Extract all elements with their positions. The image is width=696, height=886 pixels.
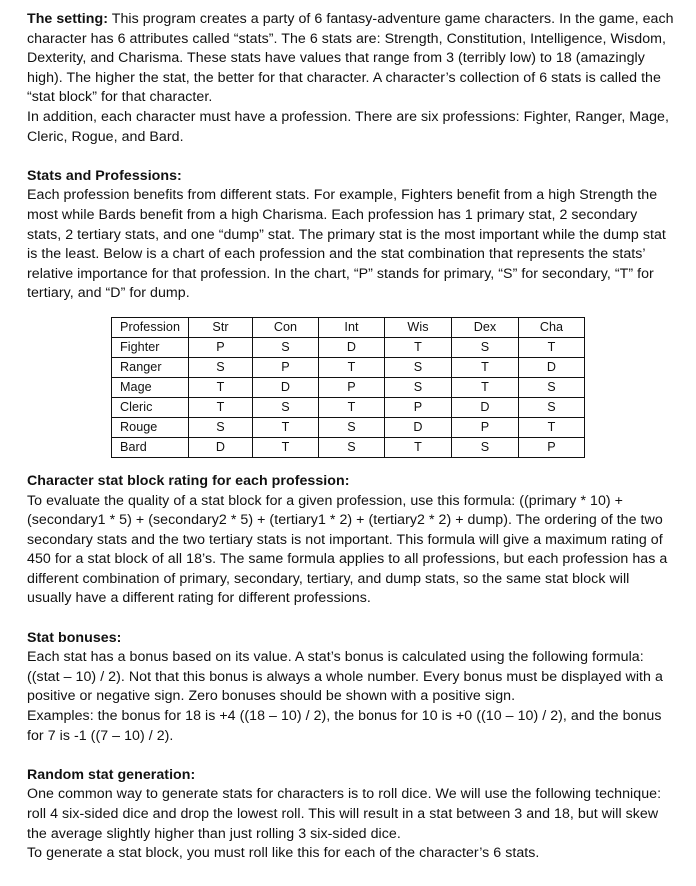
table-cell: T [319, 397, 385, 417]
random-paragraph: One common way to generate stats for characters is to roll dice. We will use the following technique: roll 4 six-sided dice and drop the lowest roll. This will result in a stat between 3 and 18, but will skew the average slightly higher than just rolling 3 six-sided dice. [27, 786, 662, 842]
table-cell: D [253, 377, 319, 397]
spacer [27, 746, 675, 766]
table-cell: S [385, 357, 452, 377]
bonuses-paragraph: Each stat has a bonus based on its value. A stat’s bonus is calculated using the following formula: ((stat – 10) / 2). Not that this bonus is always a whole number. Every bonus must be displayed with a positive or negative sign. Zero bonuses should be shown with a positive sign. [27, 649, 663, 705]
table-cell: P [253, 357, 319, 377]
spacer [27, 609, 675, 629]
random-last-line: To generate a stat block, you must roll like this for each of the character’s 6 stats. [27, 845, 540, 862]
profession-stat-table [111, 317, 585, 458]
table-cell: S [189, 417, 253, 437]
table-cell: S [519, 397, 585, 417]
table-cell: T [519, 417, 585, 437]
table-cell-profession: Rouge [112, 417, 189, 437]
table-cell: D [385, 417, 452, 437]
table-cell: T [189, 377, 253, 397]
table-cell-profession: Ranger [112, 357, 189, 377]
table-cell: T [253, 437, 319, 457]
profession-table-container [111, 317, 675, 458]
column-header-cha: Cha [519, 317, 585, 337]
table-cell: D [319, 337, 385, 357]
column-header-str: Str [189, 317, 253, 337]
setting-text: This program creates a party of 6 fantasy-adventure game characters. In the game, each character has 6 attributes called “stats”. The 6 stats are: Strength, Constitution, Intelligence, Wisdom, Dexterity, and Charisma. These stats have values that range from 3 (terribly low) to 18 (amazingly high). The higher the stat, the better for that character. A character’s collection of 6 stats is called the “stat block” for that character. [27, 11, 674, 106]
table-row [112, 337, 585, 357]
rating-paragraph: To evaluate the quality of a stat block for a given profession, use this formula: ((primary * 10) + (secondary1 * 5) + (secondary2 * 5) + (tertiary1 * 2) + (tertiary2 * 2) + dump). The ordering of the two secondary stats and the two tertiary stats is not important. This formula will give a maximum rating of 450 for a stat block of all 18’s. The same formula applies to all professions, but each profession has a different combination of primary, secondary, tertiary, and dump stats, so the same stat block will usually have a different rating for different professions. [27, 492, 668, 607]
stats-professions-heading: Stats and Professions: [27, 167, 182, 184]
table-cell: T [189, 397, 253, 417]
stats-professions-paragraph: Each profession benefits from different stats. For example, Fighters benefit from a high Strength the most while Bards benefit from a high Charisma. Each profession has 1 primary stat, 2 secondary stats, 2 tertiary stats, and one “dump” stat. The primary stat is the most important while the dump stat is the least. Below is a chart of each profession and the stat combination that represents the stats’ relative importance for that profession. In the chart, “P” stands for primary, “S” for secondary, “T” for tertiary, and “D” for dump. [27, 187, 666, 302]
table-cell: S [253, 337, 319, 357]
column-header-int: Int [319, 317, 385, 337]
bonuses-heading: Stat bonuses: [27, 629, 122, 646]
document-page [27, 10, 675, 864]
table-cell: T [452, 377, 519, 397]
table-cell-profession: Cleric [112, 397, 189, 417]
table-cell-profession: Mage [112, 377, 189, 397]
table-cell: S [452, 337, 519, 357]
table-cell-profession: Bard [112, 437, 189, 457]
table-row [112, 417, 585, 437]
table-cell: T [253, 417, 319, 437]
table-cell: T [385, 437, 452, 457]
column-header-con: Con [253, 317, 319, 337]
table-cell: S [253, 397, 319, 417]
table-cell: D [452, 397, 519, 417]
table-cell: T [319, 357, 385, 377]
table-cell: D [519, 357, 585, 377]
rating-heading: Character stat block rating for each profession: [27, 472, 350, 489]
random-heading: Random stat generation: [27, 766, 196, 783]
table-cell: S [385, 377, 452, 397]
table-cell: S [189, 357, 253, 377]
table-cell: S [519, 377, 585, 397]
table-row [112, 377, 585, 397]
profession-intro-paragraph: In addition, each character must have a profession. There are six professions: Fighter, Ranger, Mage, Cleric, Rogue, and Bard. [27, 108, 669, 145]
table-row [112, 437, 585, 457]
setting-heading: The setting: [27, 11, 108, 27]
table-cell: T [452, 357, 519, 377]
spacer [27, 147, 675, 167]
column-header-wis: Wis [385, 317, 452, 337]
table-cell-profession: Fighter [112, 337, 189, 357]
bonuses-examples: Examples: the bonus for 18 is +4 ((18 – 10) / 2), the bonus for 10 is +0 ((10 – 10) / 2), and the bonus for 7 is -1 ((7 – 10) / 2). [27, 708, 662, 744]
setting-paragraph [27, 10, 675, 108]
table-header-row [112, 317, 585, 337]
table-cell: S [319, 437, 385, 457]
table-cell: T [385, 337, 452, 357]
table-row [112, 357, 585, 377]
table-cell: D [189, 437, 253, 457]
table-cell: P [189, 337, 253, 357]
table-cell: T [519, 337, 585, 357]
table-row [112, 397, 585, 417]
table-cell: S [319, 417, 385, 437]
table-cell: P [519, 437, 585, 457]
column-header-profession: Profession [112, 317, 189, 337]
table-cell: P [319, 377, 385, 397]
table-cell: P [385, 397, 452, 417]
column-header-dex: Dex [452, 317, 519, 337]
table-cell: S [452, 437, 519, 457]
table-cell: P [452, 417, 519, 437]
